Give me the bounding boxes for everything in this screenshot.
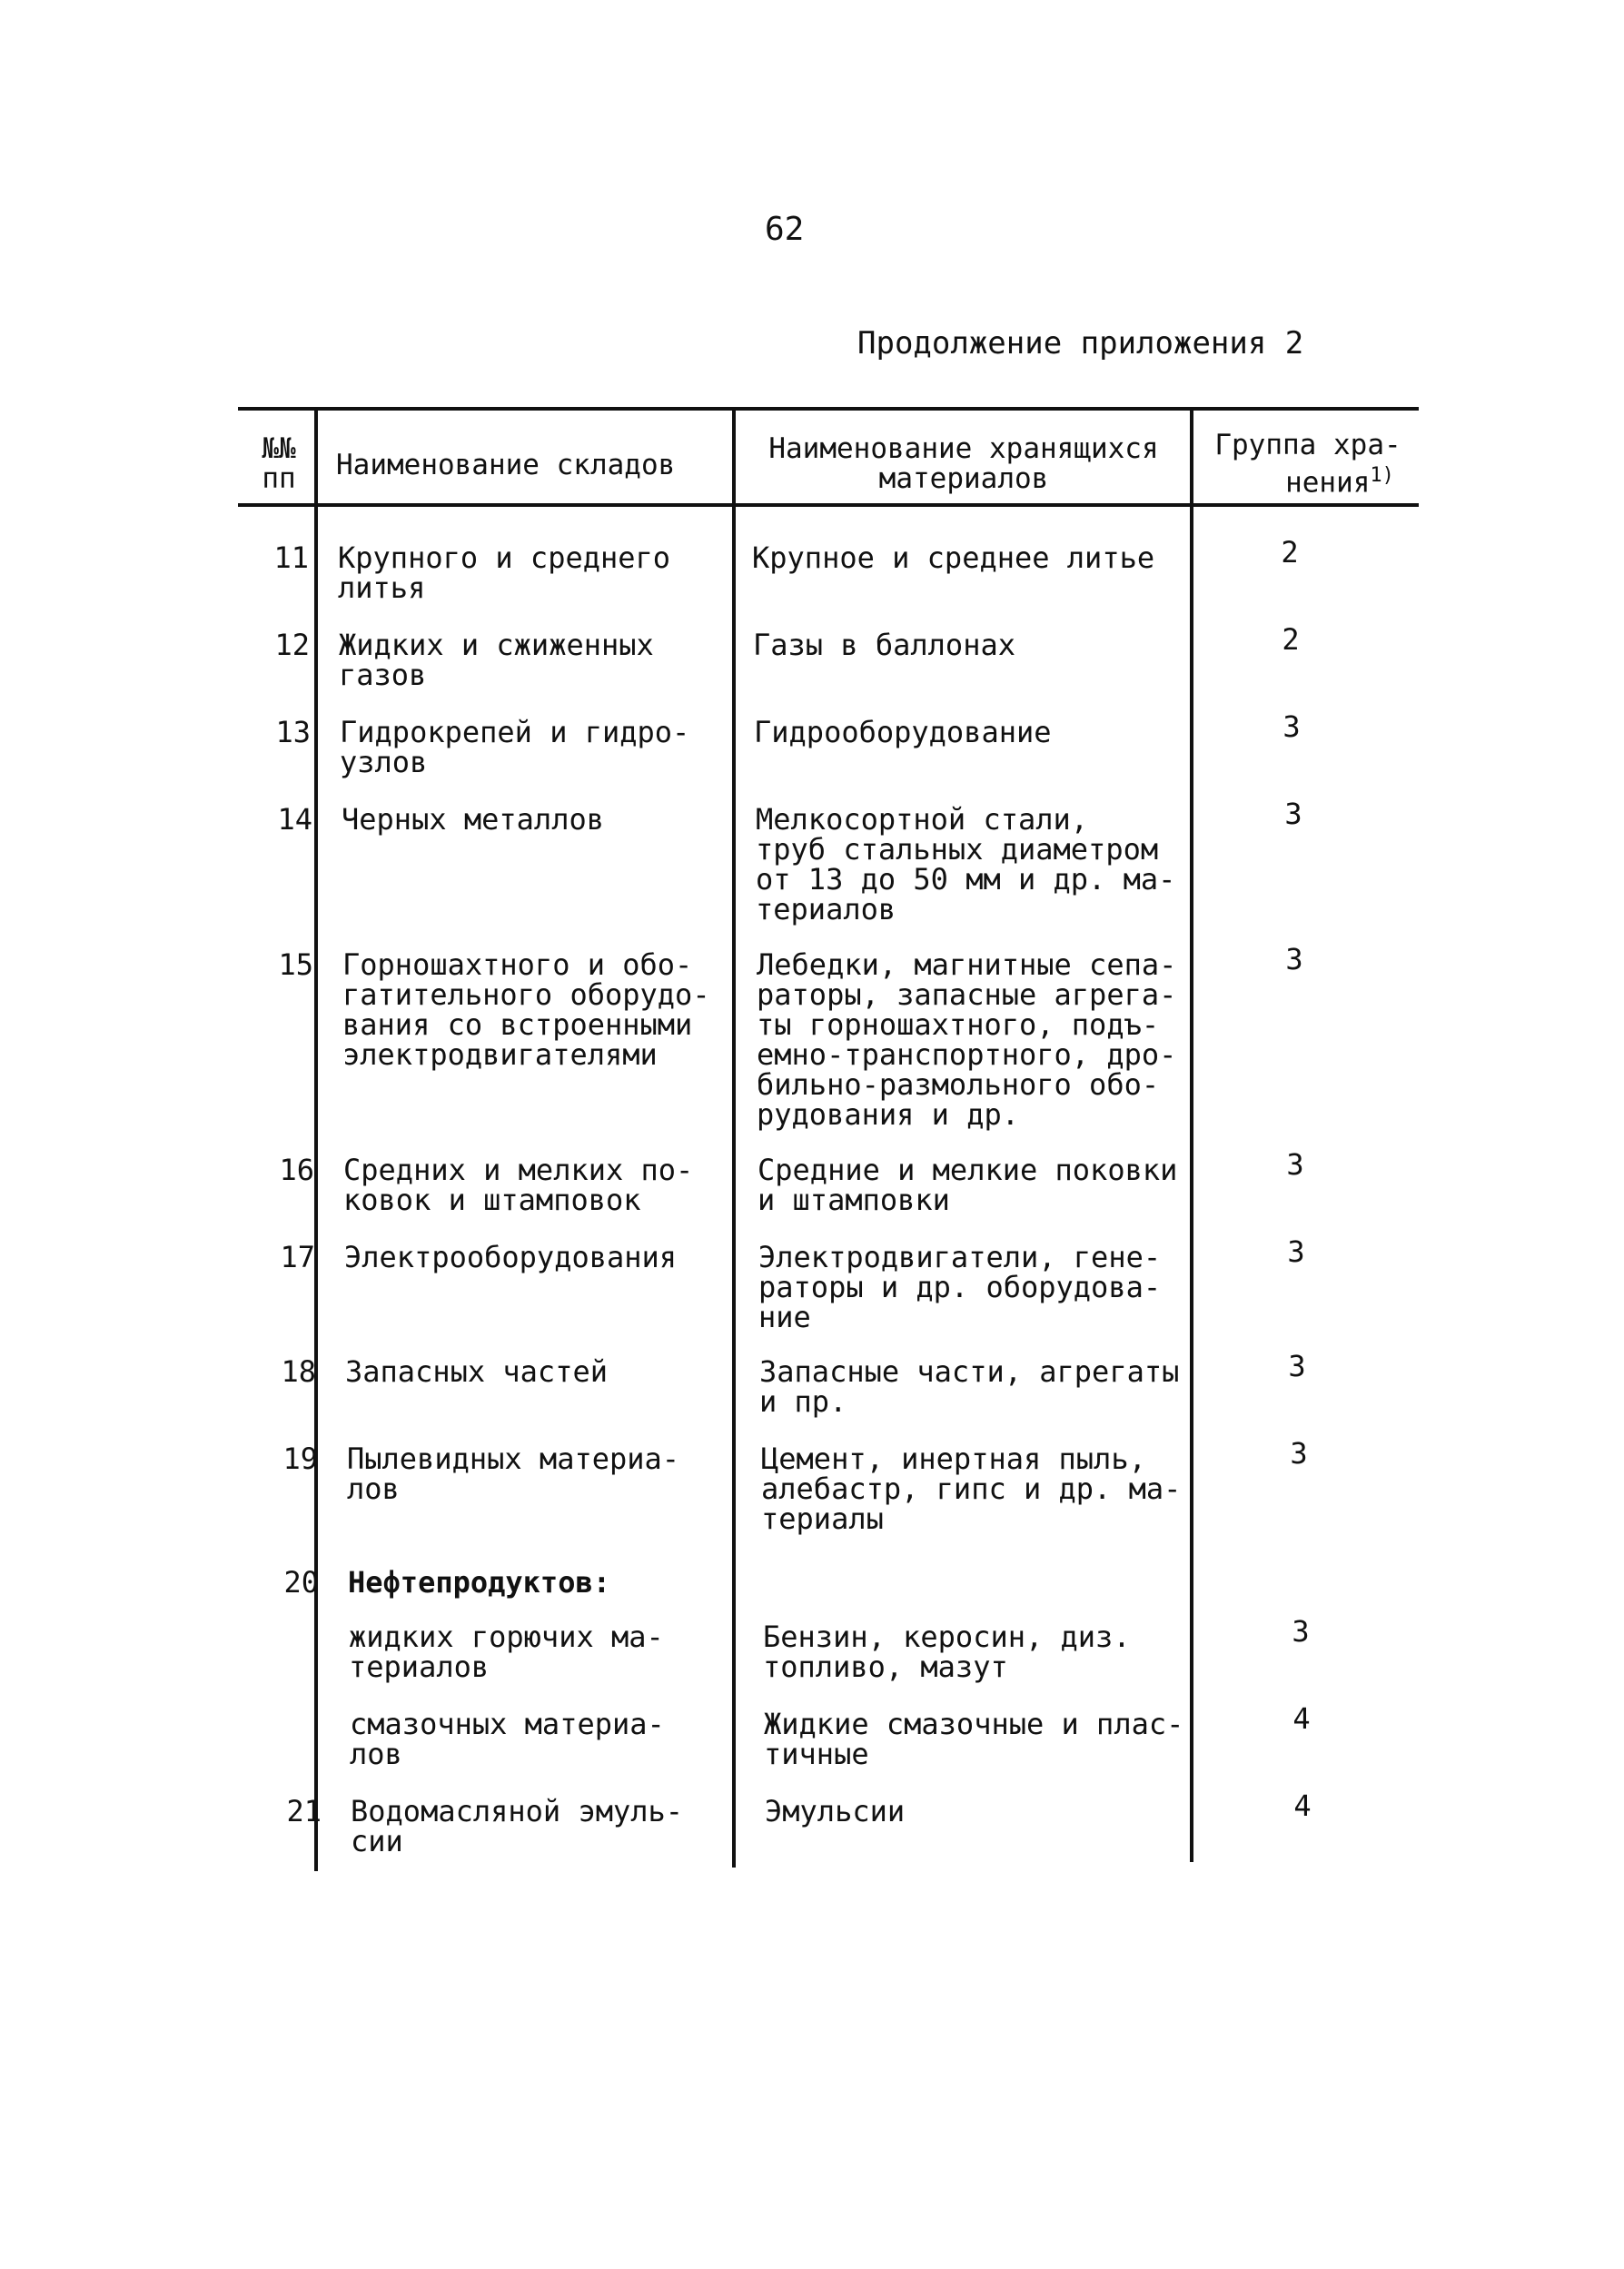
header-num-line2: пп	[262, 462, 296, 495]
stored-materials-line: териалы	[761, 1501, 884, 1536]
warehouse-name-line: Гидрокрепей и гидро-	[340, 715, 690, 749]
warehouse-name-line: лов	[347, 1471, 400, 1506]
warehouse-name	[342, 947, 724, 1072]
warehouse-name-line: Средних и мелких по-	[343, 1153, 694, 1187]
stored-materials-line: Эмульсии	[765, 1794, 906, 1828]
stored-materials	[759, 1354, 1195, 1419]
row-number: 12	[274, 628, 310, 662]
stored-materials-line: алебастр, гипс и др. ма-	[761, 1471, 1182, 1506]
warehouse-name-line: газов	[339, 658, 427, 692]
warehouse-name-line: сии	[351, 1824, 403, 1858]
header-warehouse: Наименование складов	[336, 449, 676, 481]
warehouse-name	[350, 1709, 731, 1769]
stored-materials-line: тичные	[764, 1737, 869, 1771]
warehouse-name-line: Горношахтного и обо-	[342, 947, 693, 982]
stored-materials	[757, 947, 1193, 1132]
warehouse-name-line: Крупного и среднего	[338, 540, 671, 575]
stored-materials-line: Жидкие смазочные и плас-	[764, 1707, 1184, 1741]
stored-materials-line: труб стальных диаметром	[756, 832, 1159, 867]
stored-materials-line: Гидрооборудование	[754, 715, 1052, 749]
stored-materials-line: Бензин, керосин, диз.	[763, 1620, 1131, 1654]
warehouse-name	[351, 1794, 732, 1858]
storage-group: 2	[1281, 535, 1299, 570]
warehouse-name-line: вания со встроенными	[342, 1007, 693, 1042]
row-number: 19	[282, 1442, 318, 1476]
stored-materials-line: рудования и др.	[757, 1097, 1019, 1132]
stored-materials-line: ты горношахтного, подъ-	[757, 1007, 1160, 1042]
warehouse-name-line: Жидких и сжиженных	[339, 628, 654, 662]
row-number: 18	[281, 1354, 316, 1389]
storage-group: 3	[1288, 1349, 1306, 1383]
row-number: 11	[273, 540, 309, 575]
table-header-rule	[238, 503, 1419, 507]
header-group	[1199, 431, 1417, 498]
stored-materials-line: емно-транспортного, дро-	[757, 1037, 1177, 1072]
column-divider-1	[314, 409, 318, 1871]
warehouse-name-line: Водомасляной эмуль-	[351, 1794, 684, 1828]
header-group-line2-text: нения	[1285, 466, 1371, 500]
stored-materials-line: Цемент, инертная пыль,	[761, 1442, 1146, 1476]
header-num-line1: №№	[262, 432, 296, 465]
stored-materials-line: ние	[758, 1300, 811, 1334]
stored-materials	[754, 715, 1190, 749]
row-number: 15	[278, 947, 313, 982]
storage-group: 3	[1287, 1234, 1305, 1269]
storage-group: 3	[1290, 1436, 1308, 1471]
header-materials	[741, 434, 1186, 494]
warehouse-name	[347, 1444, 728, 1504]
warehouse-name-line: литья	[338, 570, 426, 605]
column-divider-2	[732, 409, 736, 1868]
warehouse-name	[349, 1622, 730, 1682]
header-group-line1: Группа хра-	[1214, 429, 1401, 461]
stored-materials-line: Газы в баллонах	[753, 628, 1015, 662]
row-number: 20	[283, 1565, 319, 1600]
footnote-marker: 1)	[1370, 464, 1394, 487]
stored-materials-line: териалов	[756, 892, 896, 926]
stored-materials-line: топливо, мазут	[763, 1650, 1008, 1684]
stored-materials-line: Лебедки, магнитные сепа-	[757, 947, 1177, 982]
storage-group: 4	[1293, 1788, 1312, 1823]
stored-materials	[756, 802, 1192, 926]
warehouse-name	[345, 1354, 727, 1389]
row-number: 13	[275, 715, 311, 749]
warehouse-name-line: смазочных материа-	[350, 1707, 665, 1741]
stored-materials	[758, 1240, 1194, 1334]
warehouse-name	[343, 1155, 725, 1215]
header-materials-line1: Наименование хранящихся	[768, 432, 1159, 465]
row-number: 16	[279, 1153, 314, 1187]
warehouse-name	[342, 802, 723, 837]
stored-materials	[752, 540, 1188, 575]
stored-materials	[758, 1155, 1193, 1215]
row-number: 14	[277, 802, 312, 837]
header-materials-line2: материалов	[878, 462, 1049, 495]
warehouse-name-line: Пылевидных материа-	[347, 1442, 680, 1476]
stored-materials-line: раторы и др. оборудова-	[758, 1270, 1162, 1304]
stored-materials-line: от 13 до 50 мм и др. ма-	[756, 862, 1176, 897]
stored-materials-line: и пр.	[759, 1384, 847, 1419]
storage-group: 3	[1284, 797, 1302, 831]
stored-materials	[761, 1444, 1197, 1534]
table-top-rule	[238, 407, 1419, 411]
stored-materials-line: Мелкосортной стали,	[756, 802, 1089, 837]
row-number: 17	[280, 1240, 315, 1274]
stored-materials	[753, 630, 1189, 660]
warehouse-name-line: Нефтепродуктов:	[348, 1565, 610, 1600]
warehouse-name-line: узлов	[340, 745, 428, 779]
stored-materials-line: и штамповки	[758, 1183, 950, 1217]
warehouse-name	[338, 540, 719, 605]
stored-materials	[763, 1622, 1199, 1682]
warehouse-name-line: гатительного оборудо-	[342, 977, 710, 1012]
stored-materials-line: бильно-размольного обо-	[757, 1067, 1160, 1102]
page-number: 62	[765, 211, 805, 248]
stored-materials	[765, 1794, 1201, 1828]
warehouse-name	[344, 1240, 726, 1274]
warehouse-name-line: ковок и штамповок	[343, 1183, 641, 1217]
stored-materials-line: раторы, запасные агрега-	[757, 977, 1177, 1012]
warehouse-name	[339, 630, 720, 690]
storage-group: 4	[1292, 1701, 1311, 1736]
warehouse-name-line: Черных металлов	[342, 802, 604, 837]
storage-group: 3	[1285, 942, 1303, 976]
row-number: 21	[286, 1794, 322, 1828]
warehouse-name-line: териалов	[349, 1650, 490, 1684]
warehouse-name-line: лов	[350, 1737, 402, 1771]
warehouse-name-line: Электрооборудования	[344, 1240, 678, 1274]
stored-materials-line: Крупное и среднее литье	[752, 540, 1155, 575]
warehouse-name-line: жидких горючих ма-	[349, 1620, 664, 1654]
stored-materials-line: Запасные части, агрегаты	[759, 1354, 1180, 1389]
storage-group: 3	[1292, 1614, 1310, 1649]
storage-group: 3	[1282, 709, 1301, 744]
stored-materials	[764, 1709, 1200, 1769]
warehouse-name-line: Запасных частей	[345, 1354, 608, 1389]
header-num	[245, 434, 312, 494]
warehouse-name	[348, 1565, 729, 1600]
warehouse-name-line: электродвигателями	[342, 1037, 658, 1072]
header-group-line2	[1199, 461, 1417, 498]
storage-group: 2	[1282, 622, 1300, 657]
stored-materials-line: Средние и мелкие поковки	[758, 1153, 1178, 1187]
continuation-title: Продолжение приложения 2	[857, 325, 1304, 362]
storage-group: 3	[1286, 1147, 1304, 1182]
stored-materials-line: Электродвигатели, гене-	[758, 1240, 1162, 1274]
warehouse-name	[340, 715, 721, 779]
